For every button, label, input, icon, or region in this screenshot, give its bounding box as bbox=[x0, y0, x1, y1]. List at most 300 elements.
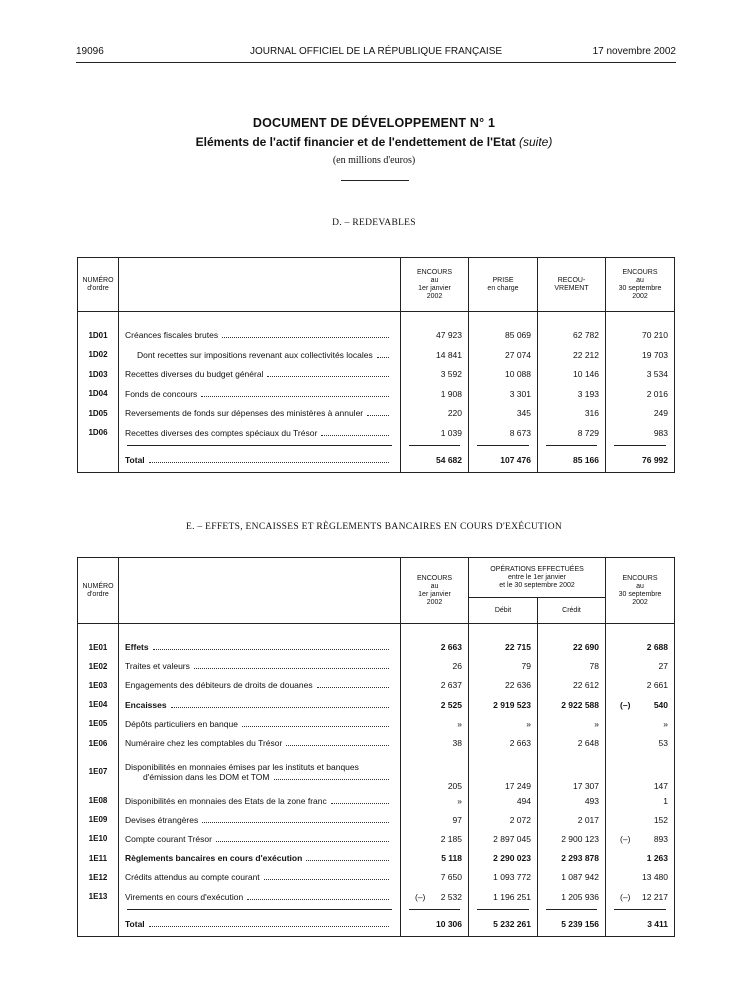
value-text: » bbox=[457, 718, 462, 729]
value-text: » bbox=[457, 795, 462, 806]
spacer-cell bbox=[469, 312, 538, 326]
row-value-v3 bbox=[538, 345, 606, 365]
value-text: 1 039 bbox=[440, 427, 462, 438]
row-value-v4 bbox=[606, 657, 675, 676]
row-value-v1 bbox=[401, 753, 469, 791]
value-text: 62 782 bbox=[573, 330, 599, 341]
value-text: 2 072 bbox=[509, 814, 531, 825]
header-line: VREMENT bbox=[554, 284, 589, 292]
total-label-text: Total bbox=[125, 455, 145, 466]
negative-sign: (–) bbox=[415, 891, 426, 902]
row-value-v4 bbox=[606, 423, 675, 443]
sum-rule bbox=[614, 909, 666, 910]
value-text: 8 673 bbox=[509, 427, 531, 438]
row-label-line1: Disponibilités en monnaies émises par les instituts et banques bbox=[125, 761, 359, 772]
row-value-v2 bbox=[469, 829, 538, 848]
row-value-v4 bbox=[606, 714, 675, 733]
value-text: 70 210 bbox=[642, 330, 668, 341]
header-encours-start bbox=[401, 258, 469, 312]
value-text: 2 663 bbox=[440, 642, 462, 653]
row-value-v1 bbox=[401, 714, 469, 733]
value-text: 2 290 023 bbox=[493, 853, 531, 864]
table-row bbox=[78, 345, 675, 365]
value-text: 494 bbox=[516, 795, 531, 806]
header-blank bbox=[119, 258, 401, 312]
row-value-v3 bbox=[538, 676, 606, 695]
row-value-v1 bbox=[401, 829, 469, 848]
row-label-text: Compte courant Trésor bbox=[125, 833, 212, 844]
row-value-v2 bbox=[469, 868, 538, 887]
row-value-v2 bbox=[469, 657, 538, 676]
row-label-cell bbox=[119, 326, 401, 346]
table-row bbox=[78, 365, 675, 385]
spacer-cell bbox=[538, 624, 606, 638]
value-text: 10 088 bbox=[505, 369, 531, 380]
header-line: ENCOURS bbox=[622, 268, 658, 276]
row-label-cell bbox=[119, 733, 401, 752]
row-value-v4 bbox=[606, 810, 675, 829]
dot-leader bbox=[377, 357, 390, 358]
value-text: 2 900 123 bbox=[561, 833, 600, 844]
value-text: 22 612 bbox=[573, 680, 600, 691]
row-value-v2 bbox=[469, 695, 538, 714]
row-label bbox=[125, 719, 389, 729]
sum-rule bbox=[127, 445, 392, 446]
row-value-v3 bbox=[538, 868, 606, 887]
total-value-v1: 54 682 bbox=[401, 449, 469, 473]
row-value-v2 bbox=[469, 423, 538, 443]
dot-leader bbox=[264, 879, 389, 880]
value-text: 22 715 bbox=[505, 642, 531, 653]
row-value-v4 bbox=[606, 887, 675, 906]
total-value-v1: 10 306 bbox=[401, 912, 469, 936]
row-label-text: Dépôts particuliers en banque bbox=[125, 718, 238, 729]
row-value-v1 bbox=[401, 676, 469, 695]
row-label-text: Règlements bancaires en cours d'exécution bbox=[125, 853, 303, 864]
row-label-cell bbox=[119, 810, 401, 829]
value-text: » bbox=[594, 718, 600, 729]
sum-rule bbox=[409, 445, 460, 446]
value-text: 220 bbox=[447, 408, 462, 419]
row-value-v4 bbox=[606, 345, 675, 365]
header-recouvrement bbox=[538, 258, 606, 312]
table-row bbox=[78, 868, 675, 887]
row-value-v1 bbox=[401, 404, 469, 424]
row-label bbox=[125, 872, 389, 882]
spacer-cell bbox=[401, 624, 469, 638]
row-value-v4 bbox=[606, 365, 675, 385]
header-line: au bbox=[430, 276, 439, 284]
row-label bbox=[125, 834, 389, 844]
header-numero bbox=[78, 258, 119, 312]
dot-leader bbox=[367, 415, 389, 416]
value-text: » bbox=[526, 718, 531, 729]
row-value-v3 bbox=[538, 753, 606, 791]
sum-rule bbox=[546, 445, 597, 446]
row-value-v4 bbox=[606, 384, 675, 404]
value-text: 17 249 bbox=[505, 781, 531, 792]
row-label-cell bbox=[119, 423, 401, 443]
row-value-v2 bbox=[469, 753, 538, 791]
total-label bbox=[125, 455, 389, 465]
header-line: ENCOURS bbox=[416, 268, 452, 276]
row-value-v2 bbox=[469, 365, 538, 385]
header-line: au bbox=[430, 582, 439, 590]
spacer-row bbox=[78, 624, 675, 638]
value-text: 17 307 bbox=[573, 781, 600, 792]
row-label-text: Engagements des débiteurs de droits de douanes bbox=[125, 680, 313, 691]
table-row bbox=[78, 695, 675, 714]
table-row bbox=[78, 384, 675, 404]
row-value-v3 bbox=[538, 404, 606, 424]
header-line: 2002 bbox=[632, 292, 648, 300]
row-code: 1E09 bbox=[78, 810, 119, 829]
header-line: NUMÉRO bbox=[82, 276, 114, 284]
spacer-cell bbox=[538, 312, 606, 326]
value-text: 14 841 bbox=[436, 349, 462, 360]
total-row bbox=[78, 912, 675, 936]
dot-leader bbox=[267, 376, 389, 377]
row-label-cell bbox=[119, 695, 401, 714]
row-value-v4 bbox=[606, 753, 675, 791]
value-text: 26 bbox=[452, 661, 462, 672]
row-value-v3 bbox=[538, 423, 606, 443]
row-code: 1E12 bbox=[78, 868, 119, 887]
value-text: 3 301 bbox=[509, 388, 531, 399]
row-value-v2 bbox=[469, 326, 538, 346]
row-value-v3 bbox=[538, 384, 606, 404]
header-line: ENCOURS bbox=[416, 574, 452, 582]
redevables-table bbox=[77, 257, 675, 473]
row-value-v2 bbox=[469, 676, 538, 695]
row-code: 1D06 bbox=[78, 423, 119, 443]
row-code: 1E05 bbox=[78, 714, 119, 733]
header-encours-end bbox=[606, 558, 675, 624]
table-row bbox=[78, 714, 675, 733]
total-code-cell bbox=[78, 912, 119, 936]
total-value-v2: 107 476 bbox=[469, 449, 538, 473]
document-subtitle bbox=[0, 135, 748, 149]
total-label-cell bbox=[119, 912, 401, 936]
row-label-text: Crédits attendus au compte courant bbox=[125, 872, 260, 883]
dot-leader bbox=[216, 841, 389, 842]
value-text: 10 146 bbox=[573, 369, 599, 380]
value-text: 1 bbox=[663, 795, 669, 806]
sum-rule bbox=[477, 909, 529, 910]
header-divider bbox=[76, 62, 676, 63]
subtitle-text: Eléments de l'actif financier et de l'endettement de l'Etat bbox=[195, 135, 516, 149]
row-value-v4 bbox=[606, 791, 675, 810]
header-line: 30 septembre bbox=[618, 590, 662, 598]
row-code: 1D01 bbox=[78, 326, 119, 346]
value-text: 2 185 bbox=[440, 833, 462, 844]
total-value-v2: 5 232 261 bbox=[469, 912, 538, 936]
total-label-text: Total bbox=[125, 918, 145, 929]
row-value-v2 bbox=[469, 384, 538, 404]
row-label-text: Encaisses bbox=[125, 699, 167, 710]
value-text: 27 074 bbox=[505, 349, 531, 360]
row-code: 1E10 bbox=[78, 829, 119, 848]
row-value-v4 bbox=[606, 326, 675, 346]
row-value-v4 bbox=[606, 638, 675, 657]
row-value-v3 bbox=[538, 638, 606, 657]
row-label-text: Reversements de fonds sur dépenses des ministères à annuler bbox=[125, 408, 364, 419]
total-label bbox=[125, 919, 389, 929]
row-code: 1E06 bbox=[78, 733, 119, 752]
sum-rule bbox=[477, 445, 529, 446]
sum-rule bbox=[546, 909, 597, 910]
value-text: 78 bbox=[589, 661, 600, 672]
row-value-v2 bbox=[469, 345, 538, 365]
spacer-cell bbox=[119, 624, 401, 638]
table-row bbox=[78, 638, 675, 657]
row-code: 1E02 bbox=[78, 657, 119, 676]
row-label-cell bbox=[119, 345, 401, 365]
row-label-text: Numéraire chez les comptables du Trésor bbox=[125, 738, 283, 749]
row-value-v1 bbox=[401, 791, 469, 810]
sum-rule bbox=[127, 909, 392, 910]
row-value-v3 bbox=[538, 695, 606, 714]
value-text: 345 bbox=[516, 408, 531, 419]
section-d-title: D. – REDEVABLES bbox=[332, 218, 416, 228]
row-code: 1E03 bbox=[78, 676, 119, 695]
table-row bbox=[78, 849, 675, 868]
row-label-text: Créances fiscales brutes bbox=[125, 330, 219, 341]
sum-rule bbox=[409, 909, 460, 910]
value-text: 2 897 045 bbox=[493, 833, 531, 844]
value-text: 3 592 bbox=[440, 369, 462, 380]
row-code: 1E07 bbox=[78, 753, 119, 791]
spacer-cell bbox=[119, 312, 401, 326]
value-text: 53 bbox=[658, 738, 669, 749]
value-text: 493 bbox=[584, 795, 600, 806]
row-label-cell bbox=[119, 753, 401, 791]
journal-title: JOURNAL OFFICIEL DE LA RÉPUBLIQUE FRANÇAISE bbox=[249, 46, 503, 57]
row-label-text: Traites et valeurs bbox=[125, 661, 190, 672]
row-value-v1 bbox=[401, 326, 469, 346]
header-line: NUMÉRO bbox=[82, 582, 114, 590]
dot-leader bbox=[201, 396, 389, 397]
value-text: 2 017 bbox=[577, 814, 600, 825]
row-label bbox=[125, 642, 389, 652]
row-code: 1E13 bbox=[78, 887, 119, 906]
value-text: 2 648 bbox=[577, 738, 600, 749]
units-note: (en millions d'euros) bbox=[332, 155, 416, 166]
table-row bbox=[78, 404, 675, 424]
row-code: 1E08 bbox=[78, 791, 119, 810]
negative-sign: (–) bbox=[620, 833, 631, 844]
value-text: 152 bbox=[653, 814, 669, 825]
dot-leader bbox=[317, 687, 389, 688]
value-text: 97 bbox=[452, 814, 462, 825]
value-text: 2 661 bbox=[646, 680, 669, 691]
row-value-v3 bbox=[538, 733, 606, 752]
value-text: 5 118 bbox=[441, 853, 462, 864]
row-value-v4 bbox=[606, 849, 675, 868]
row-label-text: Effets bbox=[125, 642, 149, 653]
row-label bbox=[137, 350, 389, 360]
value-text: 8 729 bbox=[577, 427, 599, 438]
row-label-cell bbox=[119, 404, 401, 424]
page-header bbox=[76, 46, 676, 60]
dot-leader bbox=[222, 337, 389, 338]
row-label-text: Recettes diverses du budget général bbox=[125, 369, 264, 380]
dot-leader bbox=[194, 668, 389, 669]
value-text: 3 534 bbox=[646, 369, 668, 380]
row-label bbox=[125, 772, 389, 782]
row-label bbox=[125, 408, 389, 418]
row-value-v2 bbox=[469, 733, 538, 752]
spacer-cell bbox=[606, 624, 675, 638]
row-label bbox=[125, 330, 389, 340]
row-value-v1 bbox=[401, 695, 469, 714]
dot-leader bbox=[202, 822, 389, 823]
dot-leader bbox=[171, 707, 389, 708]
row-value-v2 bbox=[469, 849, 538, 868]
total-value-v3: 5 239 156 bbox=[538, 912, 606, 936]
value-text: 22 690 bbox=[573, 642, 600, 653]
header-line: d'ordre bbox=[87, 590, 109, 598]
negative-sign: (–) bbox=[620, 699, 631, 710]
value-text: 2 663 bbox=[509, 738, 531, 749]
total-label-cell bbox=[119, 449, 401, 473]
row-value-v3 bbox=[538, 887, 606, 906]
row-label-text: Dont recettes sur impositions revenant aux collectivités locales bbox=[137, 349, 373, 360]
row-label-cell bbox=[119, 868, 401, 887]
table-row bbox=[78, 829, 675, 848]
row-value-v3 bbox=[538, 657, 606, 676]
row-value-v3 bbox=[538, 829, 606, 848]
sum-rule bbox=[614, 445, 666, 446]
row-label-text: Devises étrangères bbox=[125, 814, 199, 825]
section-e-title: E. – EFFETS, ENCAISSES ET RÈGLEMENTS BANCAIRES EN COURS D'EXÉCUTION bbox=[185, 522, 563, 532]
document-title: DOCUMENT DE DÉVELOPPEMENT N° 1 bbox=[252, 116, 496, 130]
row-value-v2 bbox=[469, 887, 538, 906]
dot-leader bbox=[331, 803, 389, 804]
row-label bbox=[125, 369, 389, 379]
row-value-v1 bbox=[401, 423, 469, 443]
page-number: 19096 bbox=[76, 46, 104, 57]
value-text: 3 193 bbox=[577, 388, 599, 399]
row-label bbox=[125, 853, 389, 863]
table-row bbox=[78, 657, 675, 676]
value-text: 19 703 bbox=[642, 349, 668, 360]
value-text: 316 bbox=[584, 408, 599, 419]
row-label-cell bbox=[119, 365, 401, 385]
row-label bbox=[125, 428, 389, 438]
table-row bbox=[78, 810, 675, 829]
publication-date: 17 novembre 2002 bbox=[592, 46, 676, 57]
value-text: 205 bbox=[447, 781, 462, 792]
row-label-text: d'émission dans les DOM et TOM bbox=[143, 771, 270, 782]
subtitle-suffix: (suite) bbox=[518, 135, 553, 149]
row-value-v2 bbox=[469, 810, 538, 829]
row-label bbox=[125, 892, 389, 902]
value-text: 22 636 bbox=[505, 680, 531, 691]
header-debit: Débit bbox=[469, 598, 538, 624]
row-value-v3 bbox=[538, 849, 606, 868]
row-value-v1 bbox=[401, 868, 469, 887]
row-code: 1D03 bbox=[78, 365, 119, 385]
dot-leader bbox=[321, 435, 389, 436]
total-value-v4: 76 992 bbox=[606, 449, 675, 473]
spacer-row bbox=[78, 312, 675, 326]
header-encours-end bbox=[606, 258, 675, 312]
row-label-cell bbox=[119, 887, 401, 906]
row-value-v1 bbox=[401, 810, 469, 829]
row-value-v4 bbox=[606, 695, 675, 714]
row-label bbox=[125, 700, 389, 710]
row-value-v2 bbox=[469, 404, 538, 424]
header-line: 2002 bbox=[426, 598, 443, 606]
row-label bbox=[125, 815, 389, 825]
row-value-v4 bbox=[606, 676, 675, 695]
row-label-cell bbox=[119, 638, 401, 657]
header-operations bbox=[469, 558, 606, 598]
table-row bbox=[78, 676, 675, 695]
row-label-text: Recettes diverses des comptes spéciaux du Trésor bbox=[125, 427, 318, 438]
value-text: » bbox=[663, 718, 669, 729]
row-label bbox=[125, 389, 389, 399]
row-value-v1 bbox=[401, 733, 469, 752]
row-value-v2 bbox=[469, 791, 538, 810]
header-prise bbox=[469, 258, 538, 312]
value-text: 22 212 bbox=[573, 349, 599, 360]
value-text: 1 205 936 bbox=[561, 891, 600, 902]
value-text: 38 bbox=[452, 738, 462, 749]
header-line: 30 septembre bbox=[618, 284, 662, 292]
title-divider bbox=[341, 180, 409, 181]
header-line: d'ordre bbox=[87, 284, 109, 292]
header-line: au bbox=[636, 582, 644, 590]
value-text: 13 480 bbox=[642, 872, 669, 883]
value-text: 2 293 878 bbox=[561, 853, 600, 864]
table-row bbox=[78, 423, 675, 443]
row-label bbox=[125, 680, 389, 690]
value-text: 1 908 bbox=[440, 388, 462, 399]
spacer-cell bbox=[469, 624, 538, 638]
value-text: 1 093 772 bbox=[493, 872, 531, 883]
row-value-v2 bbox=[469, 638, 538, 657]
row-value-v3 bbox=[538, 810, 606, 829]
dot-leader bbox=[153, 649, 389, 650]
row-label-text: Fonds de concours bbox=[125, 388, 198, 399]
spacer-cell bbox=[401, 312, 469, 326]
table-row bbox=[78, 791, 675, 810]
effets-table bbox=[77, 557, 675, 937]
header-line: en charge bbox=[487, 284, 519, 292]
row-label-text: Virements en cours d'exécution bbox=[125, 891, 244, 902]
value-text: 147 bbox=[653, 781, 669, 792]
row-value-v4 bbox=[606, 868, 675, 887]
header-numero bbox=[78, 558, 119, 624]
header-line: et le 30 septembre 2002 bbox=[499, 581, 575, 589]
value-text: 2 532 bbox=[440, 891, 462, 902]
row-label bbox=[125, 796, 389, 806]
header-blank bbox=[119, 558, 401, 624]
header-line: 1er janvier bbox=[418, 284, 451, 292]
header-line: entre le 1er janvier bbox=[508, 573, 566, 581]
value-text: 2 919 523 bbox=[493, 699, 531, 710]
row-value-v3 bbox=[538, 365, 606, 385]
table-row bbox=[78, 753, 675, 791]
spacer-cell bbox=[78, 312, 119, 326]
spacer-cell bbox=[606, 312, 675, 326]
value-text: 1 263 bbox=[646, 853, 669, 864]
row-value-v1 bbox=[401, 365, 469, 385]
table-row bbox=[78, 733, 675, 752]
value-text: 2 922 588 bbox=[561, 699, 600, 710]
